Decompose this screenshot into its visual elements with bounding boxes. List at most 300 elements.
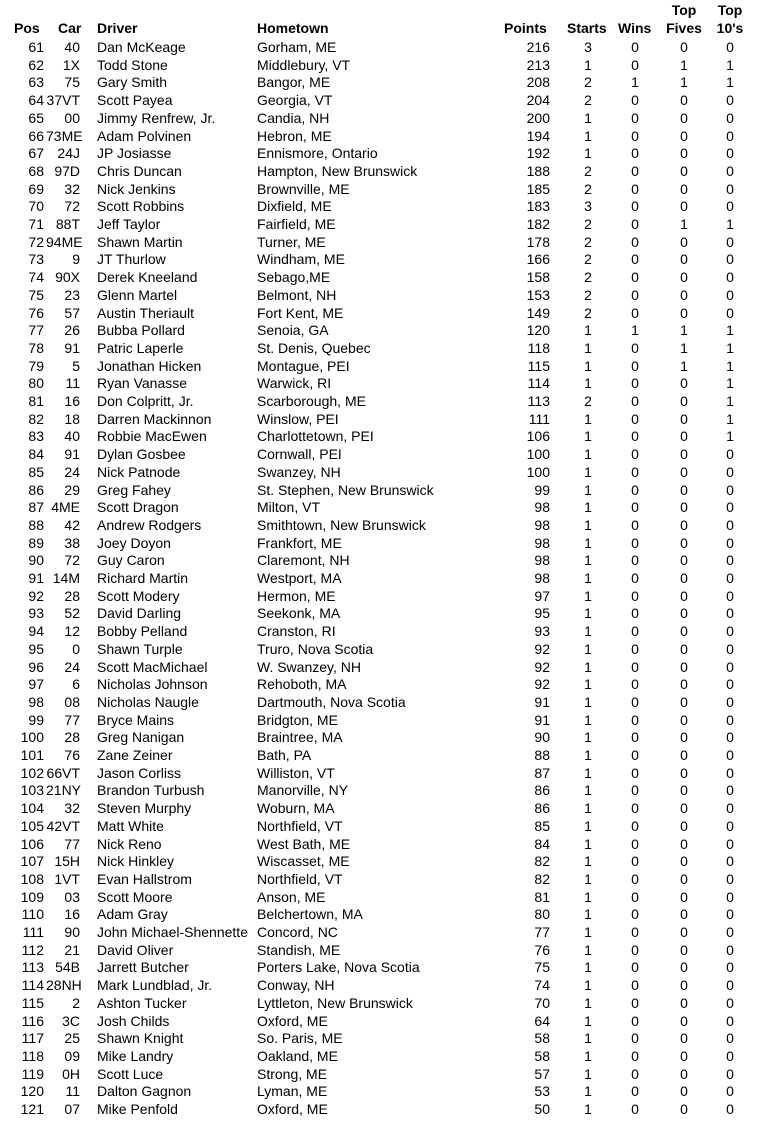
cell-top-tens: 0 bbox=[726, 711, 734, 728]
cell-car: 42 bbox=[64, 516, 80, 533]
cell-driver: Ashton Tucker bbox=[97, 994, 187, 1011]
cell-car: 38 bbox=[64, 534, 80, 551]
cell-driver: Joey Doyon bbox=[97, 534, 171, 551]
cell-starts: 1 bbox=[584, 994, 592, 1011]
cell-top-fives: 0 bbox=[680, 587, 688, 604]
cell-hometown: West Bath, ME bbox=[257, 835, 351, 852]
cell-points: 76 bbox=[534, 941, 550, 958]
cell-driver: Bryce Mains bbox=[97, 711, 175, 728]
cell-starts: 1 bbox=[584, 322, 592, 339]
cell-top-tens: 0 bbox=[726, 145, 734, 162]
cell-driver: David Oliver bbox=[97, 941, 174, 958]
cell-starts: 1 bbox=[584, 570, 592, 586]
cell-car: 88T bbox=[55, 216, 80, 232]
cell-starts: 1 bbox=[584, 782, 592, 799]
cell-top-fives: 0 bbox=[680, 446, 688, 463]
cell-top-fives: 0 bbox=[680, 764, 688, 781]
cell-starts: 2 bbox=[584, 92, 592, 109]
cell-top-fives: 0 bbox=[680, 1065, 688, 1082]
cell-top-fives: 0 bbox=[680, 286, 688, 303]
cell-pos: 120 bbox=[20, 1083, 44, 1100]
cell-car: 54B bbox=[55, 959, 80, 976]
cell-wins: 0 bbox=[631, 658, 639, 675]
cell-wins: 0 bbox=[631, 233, 639, 250]
cell-top-tens: 0 bbox=[726, 552, 734, 569]
cell-top-tens: 0 bbox=[726, 906, 734, 923]
cell-driver: Zane Zeiner bbox=[97, 747, 173, 763]
cell-pos: 76 bbox=[28, 304, 44, 321]
cell-driver: Adam Polvinen bbox=[97, 127, 192, 144]
cell-top-fives: 0 bbox=[680, 1012, 688, 1029]
cell-driver: Gary Smith bbox=[97, 74, 168, 91]
cell-car: 97D bbox=[54, 162, 80, 179]
cell-hometown: Belmont, NH bbox=[257, 286, 337, 303]
cell-pos: 118 bbox=[21, 1047, 44, 1064]
cell-pos: 112 bbox=[21, 941, 44, 958]
cell-driver: Nicholas Johnson bbox=[97, 676, 208, 693]
cell-top-tens: 0 bbox=[726, 1101, 734, 1117]
cell-car: 00 bbox=[64, 109, 80, 126]
cell-driver: Steven Murphy bbox=[97, 800, 192, 817]
cell-points: 178 bbox=[526, 233, 550, 250]
cell-points: 85 bbox=[534, 817, 550, 834]
cell-pos: 92 bbox=[28, 587, 44, 604]
cell-starts: 1 bbox=[584, 959, 592, 976]
header-top-tens-line1: Top bbox=[717, 2, 743, 18]
cell-wins: 0 bbox=[631, 924, 639, 940]
cell-points: 182 bbox=[526, 216, 550, 232]
cell-car: 09 bbox=[64, 1047, 80, 1064]
cell-hometown: Northfield, VT bbox=[257, 870, 343, 887]
cell-driver: Chris Duncan bbox=[97, 162, 182, 179]
cell-starts: 1 bbox=[584, 888, 592, 905]
cell-driver: Dan McKeage bbox=[97, 39, 186, 55]
header-driver: Driver bbox=[97, 20, 138, 36]
cell-car: 0 bbox=[72, 640, 80, 657]
cell-driver: Scott Luce bbox=[97, 1065, 164, 1082]
cell-pos: 67 bbox=[28, 145, 44, 162]
cell-hometown: Senoia, GA bbox=[257, 322, 329, 339]
cell-wins: 0 bbox=[631, 39, 639, 55]
cell-driver: Mark Lundblad, Jr. bbox=[97, 977, 213, 994]
cell-points: 50 bbox=[534, 1101, 550, 1117]
cell-pos: 68 bbox=[28, 162, 44, 179]
cell-starts: 1 bbox=[584, 711, 592, 728]
cell-pos: 105 bbox=[20, 817, 44, 834]
cell-points: 80 bbox=[534, 906, 550, 923]
cell-top-tens: 1 bbox=[726, 428, 734, 445]
cell-wins: 0 bbox=[631, 888, 639, 905]
cell-starts: 1 bbox=[584, 605, 592, 622]
cell-hometown: Lyman, ME bbox=[257, 1083, 328, 1100]
header-car: Car bbox=[58, 20, 82, 36]
cell-wins: 0 bbox=[631, 977, 639, 994]
cell-top-fives: 0 bbox=[680, 304, 688, 321]
cell-car: 32 bbox=[64, 180, 80, 197]
cell-points: 97 bbox=[534, 587, 550, 604]
cell-hometown: Hampton, New Brunswick bbox=[257, 162, 418, 179]
cell-top-tens: 1 bbox=[726, 322, 734, 339]
cell-top-tens: 1 bbox=[726, 56, 734, 73]
cell-car: 9 bbox=[72, 251, 80, 268]
cell-car: 14M bbox=[52, 570, 80, 586]
cell-driver: Shawn Turple bbox=[97, 640, 183, 657]
cell-pos: 95 bbox=[28, 640, 44, 657]
cell-top-tens: 0 bbox=[726, 959, 734, 976]
cell-top-tens: 1 bbox=[726, 357, 734, 374]
header-pos: Pos bbox=[14, 20, 40, 36]
cell-driver: Guy Caron bbox=[97, 552, 165, 569]
cell-top-fives: 0 bbox=[680, 782, 688, 799]
cell-pos: 119 bbox=[21, 1065, 44, 1082]
cell-wins: 0 bbox=[631, 853, 639, 870]
cell-hometown: St. Denis, Quebec bbox=[257, 339, 371, 356]
cell-wins: 0 bbox=[631, 145, 639, 162]
cell-hometown: Rehoboth, MA bbox=[257, 676, 347, 693]
cell-top-fives: 0 bbox=[680, 145, 688, 162]
cell-driver: Jason Corliss bbox=[97, 764, 182, 781]
cell-starts: 1 bbox=[584, 534, 592, 551]
cell-wins: 0 bbox=[631, 570, 639, 586]
cell-wins: 1 bbox=[631, 74, 639, 91]
cell-points: 95 bbox=[534, 605, 550, 622]
cell-starts: 1 bbox=[584, 109, 592, 126]
cell-hometown: St. Stephen, New Brunswick bbox=[257, 481, 434, 498]
cell-points: 213 bbox=[526, 56, 550, 73]
cell-points: 64 bbox=[534, 1012, 550, 1029]
cell-top-tens: 0 bbox=[726, 994, 734, 1011]
cell-top-fives: 1 bbox=[680, 74, 688, 91]
cell-hometown: Bridgton, ME bbox=[257, 711, 338, 728]
cell-wins: 0 bbox=[631, 552, 639, 569]
cell-top-fives: 1 bbox=[680, 56, 688, 73]
cell-points: 84 bbox=[534, 835, 550, 852]
cell-top-tens: 1 bbox=[726, 74, 734, 91]
cell-points: 91 bbox=[534, 711, 550, 728]
cell-driver: Austin Theriault bbox=[97, 304, 195, 321]
cell-starts: 1 bbox=[584, 817, 592, 834]
cell-wins: 0 bbox=[631, 216, 639, 232]
cell-driver: Nicholas Naugle bbox=[97, 693, 199, 710]
cell-top-fives: 0 bbox=[680, 959, 688, 976]
cell-hometown: Oxford, ME bbox=[257, 1012, 328, 1029]
cell-top-fives: 1 bbox=[680, 357, 688, 374]
cell-car: 08 bbox=[64, 693, 80, 710]
cell-hometown: Winslow, PEI bbox=[257, 410, 339, 427]
cell-wins: 0 bbox=[631, 994, 639, 1011]
cell-car: 40 bbox=[64, 428, 80, 445]
cell-top-tens: 0 bbox=[726, 162, 734, 179]
cell-hometown: Windham, ME bbox=[257, 251, 345, 268]
cell-car: 16 bbox=[64, 393, 80, 409]
cell-hometown: Manorville, NY bbox=[257, 782, 349, 799]
cell-wins: 0 bbox=[631, 782, 639, 799]
cell-car: 29 bbox=[64, 481, 80, 498]
cell-driver: John Michael-Shennette bbox=[97, 924, 248, 940]
cell-hometown: W. Swanzey, NH bbox=[257, 658, 361, 675]
cell-wins: 0 bbox=[631, 534, 639, 551]
cell-driver: Shawn Knight bbox=[97, 1030, 184, 1047]
cell-wins: 0 bbox=[631, 127, 639, 144]
cell-pos: 70 bbox=[28, 198, 44, 215]
cell-hometown: Charlottetown, PEI bbox=[257, 428, 374, 445]
cell-top-fives: 0 bbox=[680, 835, 688, 852]
cell-top-tens: 0 bbox=[726, 180, 734, 197]
cell-car: 21NY bbox=[46, 782, 82, 799]
cell-top-fives: 0 bbox=[680, 906, 688, 923]
cell-car: 37VT bbox=[46, 92, 80, 109]
cell-starts: 1 bbox=[584, 587, 592, 604]
cell-starts: 1 bbox=[584, 924, 592, 940]
cell-car: 11 bbox=[65, 1083, 80, 1100]
cell-car: 72 bbox=[64, 552, 80, 569]
cell-driver: Jeff Taylor bbox=[97, 216, 161, 232]
cell-starts: 1 bbox=[584, 499, 592, 516]
cell-driver: Nick Hinkley bbox=[97, 853, 175, 870]
cell-points: 200 bbox=[526, 109, 550, 126]
cell-points: 183 bbox=[526, 198, 550, 215]
cell-hometown: Concord, NC bbox=[257, 924, 338, 940]
cell-wins: 0 bbox=[631, 269, 639, 286]
cell-starts: 1 bbox=[584, 870, 592, 887]
cell-car: 2 bbox=[72, 994, 80, 1011]
cell-hometown: Cornwall, PEI bbox=[257, 446, 342, 463]
cell-top-fives: 0 bbox=[680, 1030, 688, 1047]
cell-car: 1X bbox=[62, 56, 80, 73]
cell-top-tens: 0 bbox=[726, 198, 734, 215]
cell-top-tens: 0 bbox=[726, 729, 734, 746]
cell-wins: 0 bbox=[631, 959, 639, 976]
cell-wins: 0 bbox=[631, 198, 639, 215]
cell-pos: 63 bbox=[28, 74, 44, 91]
cell-top-tens: 0 bbox=[726, 658, 734, 675]
cell-car: 77 bbox=[64, 835, 80, 852]
cell-car: 4ME bbox=[51, 499, 80, 516]
header-wins: Wins bbox=[618, 20, 652, 36]
cell-points: 166 bbox=[526, 251, 550, 268]
cell-driver: Greg Fahey bbox=[97, 481, 171, 498]
cell-top-tens: 1 bbox=[726, 410, 734, 427]
cell-hometown: Milton, VT bbox=[257, 499, 321, 516]
cell-points: 93 bbox=[534, 623, 550, 640]
cell-pos: 89 bbox=[28, 534, 44, 551]
cell-hometown: Fairfield, ME bbox=[257, 216, 336, 232]
cell-points: 100 bbox=[526, 446, 550, 463]
cell-wins: 0 bbox=[631, 304, 639, 321]
cell-hometown: Montague, PEI bbox=[257, 357, 350, 374]
cell-car: 1VT bbox=[54, 870, 80, 887]
cell-starts: 1 bbox=[584, 623, 592, 640]
cell-car: 26 bbox=[64, 322, 80, 339]
cell-points: 153 bbox=[526, 286, 550, 303]
cell-car: 32 bbox=[64, 800, 80, 817]
cell-top-tens: 0 bbox=[726, 888, 734, 905]
cell-top-tens: 0 bbox=[726, 924, 734, 940]
cell-car: 40 bbox=[64, 39, 80, 55]
cell-driver: Nick Patnode bbox=[97, 463, 181, 480]
cell-top-fives: 0 bbox=[680, 800, 688, 817]
cell-top-fives: 0 bbox=[680, 428, 688, 445]
cell-points: 82 bbox=[534, 870, 550, 887]
cell-car: 15H bbox=[54, 853, 80, 870]
cell-points: 98 bbox=[534, 516, 550, 533]
header-points: Points bbox=[504, 20, 547, 36]
cell-pos: 108 bbox=[20, 870, 44, 887]
cell-starts: 1 bbox=[584, 410, 592, 427]
cell-driver: Jarrett Butcher bbox=[97, 959, 189, 976]
cell-pos: 74 bbox=[28, 269, 44, 286]
cell-wins: 0 bbox=[631, 676, 639, 693]
cell-driver: Richard Martin bbox=[97, 570, 189, 586]
cell-pos: 96 bbox=[28, 658, 44, 675]
cell-pos: 106 bbox=[20, 835, 44, 852]
cell-top-fives: 0 bbox=[680, 570, 688, 586]
cell-wins: 0 bbox=[631, 605, 639, 622]
cell-starts: 1 bbox=[584, 853, 592, 870]
cell-driver: Darren Mackinnon bbox=[97, 410, 212, 427]
cell-wins: 0 bbox=[631, 870, 639, 887]
cell-top-tens: 0 bbox=[726, 1083, 734, 1100]
cell-top-tens: 0 bbox=[726, 817, 734, 834]
cell-driver: Mike Landry bbox=[97, 1047, 174, 1064]
cell-hometown: Westport, MA bbox=[257, 570, 342, 586]
cell-hometown: Standish, ME bbox=[257, 941, 341, 958]
cell-wins: 0 bbox=[631, 357, 639, 374]
cell-top-tens: 0 bbox=[726, 127, 734, 144]
cell-wins: 0 bbox=[631, 162, 639, 179]
cell-car: 42VT bbox=[46, 817, 80, 834]
cell-wins: 0 bbox=[631, 92, 639, 109]
cell-top-fives: 0 bbox=[680, 92, 688, 109]
cell-car: 57 bbox=[64, 304, 80, 321]
cell-pos: 90 bbox=[28, 552, 44, 569]
cell-wins: 0 bbox=[631, 1101, 639, 1117]
cell-starts: 2 bbox=[584, 269, 592, 286]
cell-top-fives: 0 bbox=[680, 499, 688, 516]
cell-car: 94ME bbox=[46, 233, 83, 250]
cell-top-fives: 0 bbox=[680, 375, 688, 392]
cell-pos: 103 bbox=[20, 782, 44, 799]
cell-car: 0H bbox=[62, 1065, 80, 1082]
cell-wins: 0 bbox=[631, 587, 639, 604]
cell-pos: 83 bbox=[28, 428, 44, 445]
cell-driver: Bobby Pelland bbox=[97, 623, 188, 640]
cell-wins: 0 bbox=[631, 516, 639, 533]
cell-starts: 2 bbox=[584, 162, 592, 179]
cell-starts: 1 bbox=[584, 1012, 592, 1029]
cell-pos: 78 bbox=[28, 339, 44, 356]
cell-pos: 111 bbox=[22, 924, 44, 940]
cell-driver: Dylan Gosbee bbox=[97, 446, 186, 463]
cell-starts: 3 bbox=[584, 198, 592, 215]
cell-driver: Scott Payea bbox=[97, 92, 173, 109]
cell-points: 98 bbox=[534, 570, 550, 586]
cell-points: 114 bbox=[527, 375, 550, 392]
cell-wins: 0 bbox=[631, 640, 639, 657]
cell-starts: 2 bbox=[584, 251, 592, 268]
cell-hometown: Fort Kent, ME bbox=[257, 304, 344, 321]
cell-hometown: Hermon, ME bbox=[257, 587, 336, 604]
cell-top-tens: 0 bbox=[726, 693, 734, 710]
cell-starts: 1 bbox=[584, 676, 592, 693]
cell-hometown: Braintree, MA bbox=[257, 729, 343, 746]
cell-hometown: Middlebury, VT bbox=[257, 56, 351, 73]
cell-wins: 0 bbox=[631, 180, 639, 197]
cell-wins: 0 bbox=[631, 1012, 639, 1029]
cell-points: 53 bbox=[534, 1083, 550, 1100]
cell-top-fives: 0 bbox=[680, 39, 688, 55]
cell-starts: 1 bbox=[584, 1101, 592, 1117]
cell-top-fives: 0 bbox=[680, 481, 688, 498]
cell-hometown: Ennismore, Ontario bbox=[257, 145, 378, 162]
cell-pos: 110 bbox=[21, 906, 44, 923]
cell-car: 73ME bbox=[46, 127, 83, 144]
cell-wins: 0 bbox=[631, 446, 639, 463]
cell-top-fives: 0 bbox=[680, 941, 688, 958]
cell-wins: 0 bbox=[631, 800, 639, 817]
cell-car: 16 bbox=[64, 906, 80, 923]
cell-points: 75 bbox=[534, 959, 550, 976]
cell-top-fives: 0 bbox=[680, 251, 688, 268]
cell-car: 91 bbox=[64, 446, 80, 463]
cell-starts: 1 bbox=[584, 658, 592, 675]
cell-top-tens: 0 bbox=[726, 570, 734, 586]
cell-starts: 1 bbox=[584, 446, 592, 463]
cell-top-fives: 0 bbox=[680, 747, 688, 763]
cell-hometown: Seekonk, MA bbox=[257, 605, 341, 622]
cell-top-tens: 0 bbox=[726, 109, 734, 126]
cell-driver: Jonathan Hicken bbox=[97, 357, 202, 374]
cell-points: 77 bbox=[534, 924, 550, 940]
cell-pos: 65 bbox=[28, 109, 44, 126]
cell-top-tens: 0 bbox=[726, 605, 734, 622]
cell-top-fives: 1 bbox=[680, 216, 688, 232]
cell-pos: 107 bbox=[20, 853, 44, 870]
cell-pos: 84 bbox=[28, 446, 44, 463]
cell-driver: Andrew Rodgers bbox=[97, 516, 202, 533]
cell-wins: 0 bbox=[631, 56, 639, 73]
cell-starts: 1 bbox=[584, 729, 592, 746]
cell-hometown: Brownville, ME bbox=[257, 180, 350, 197]
cell-starts: 1 bbox=[584, 1065, 592, 1082]
cell-hometown: Gorham, ME bbox=[257, 39, 337, 55]
cell-top-fives: 0 bbox=[680, 198, 688, 215]
cell-top-fives: 1 bbox=[680, 339, 688, 356]
cell-starts: 1 bbox=[584, 357, 592, 374]
cell-hometown: Turner, ME bbox=[257, 233, 326, 250]
cell-top-fives: 0 bbox=[680, 1101, 688, 1117]
cell-driver: Derek Kneeland bbox=[97, 269, 198, 286]
cell-points: 149 bbox=[526, 304, 550, 321]
cell-driver: Dalton Gagnon bbox=[97, 1083, 192, 1100]
cell-points: 192 bbox=[526, 145, 550, 162]
cell-hometown: Scarborough, ME bbox=[257, 393, 366, 409]
cell-hometown: Truro, Nova Scotia bbox=[257, 640, 374, 657]
cell-hometown: Northfield, VT bbox=[257, 817, 343, 834]
cell-top-tens: 0 bbox=[726, 640, 734, 657]
cell-wins: 1 bbox=[631, 322, 639, 339]
cell-car: 28 bbox=[64, 587, 80, 604]
cell-pos: 102 bbox=[20, 764, 44, 781]
cell-driver: Matt White bbox=[97, 817, 164, 834]
cell-points: 82 bbox=[534, 853, 550, 870]
cell-top-fives: 0 bbox=[680, 552, 688, 569]
cell-top-fives: 0 bbox=[680, 1083, 688, 1100]
cell-car: 18 bbox=[64, 410, 80, 427]
cell-car: 77 bbox=[64, 711, 80, 728]
cell-wins: 0 bbox=[631, 251, 639, 268]
cell-wins: 0 bbox=[631, 410, 639, 427]
